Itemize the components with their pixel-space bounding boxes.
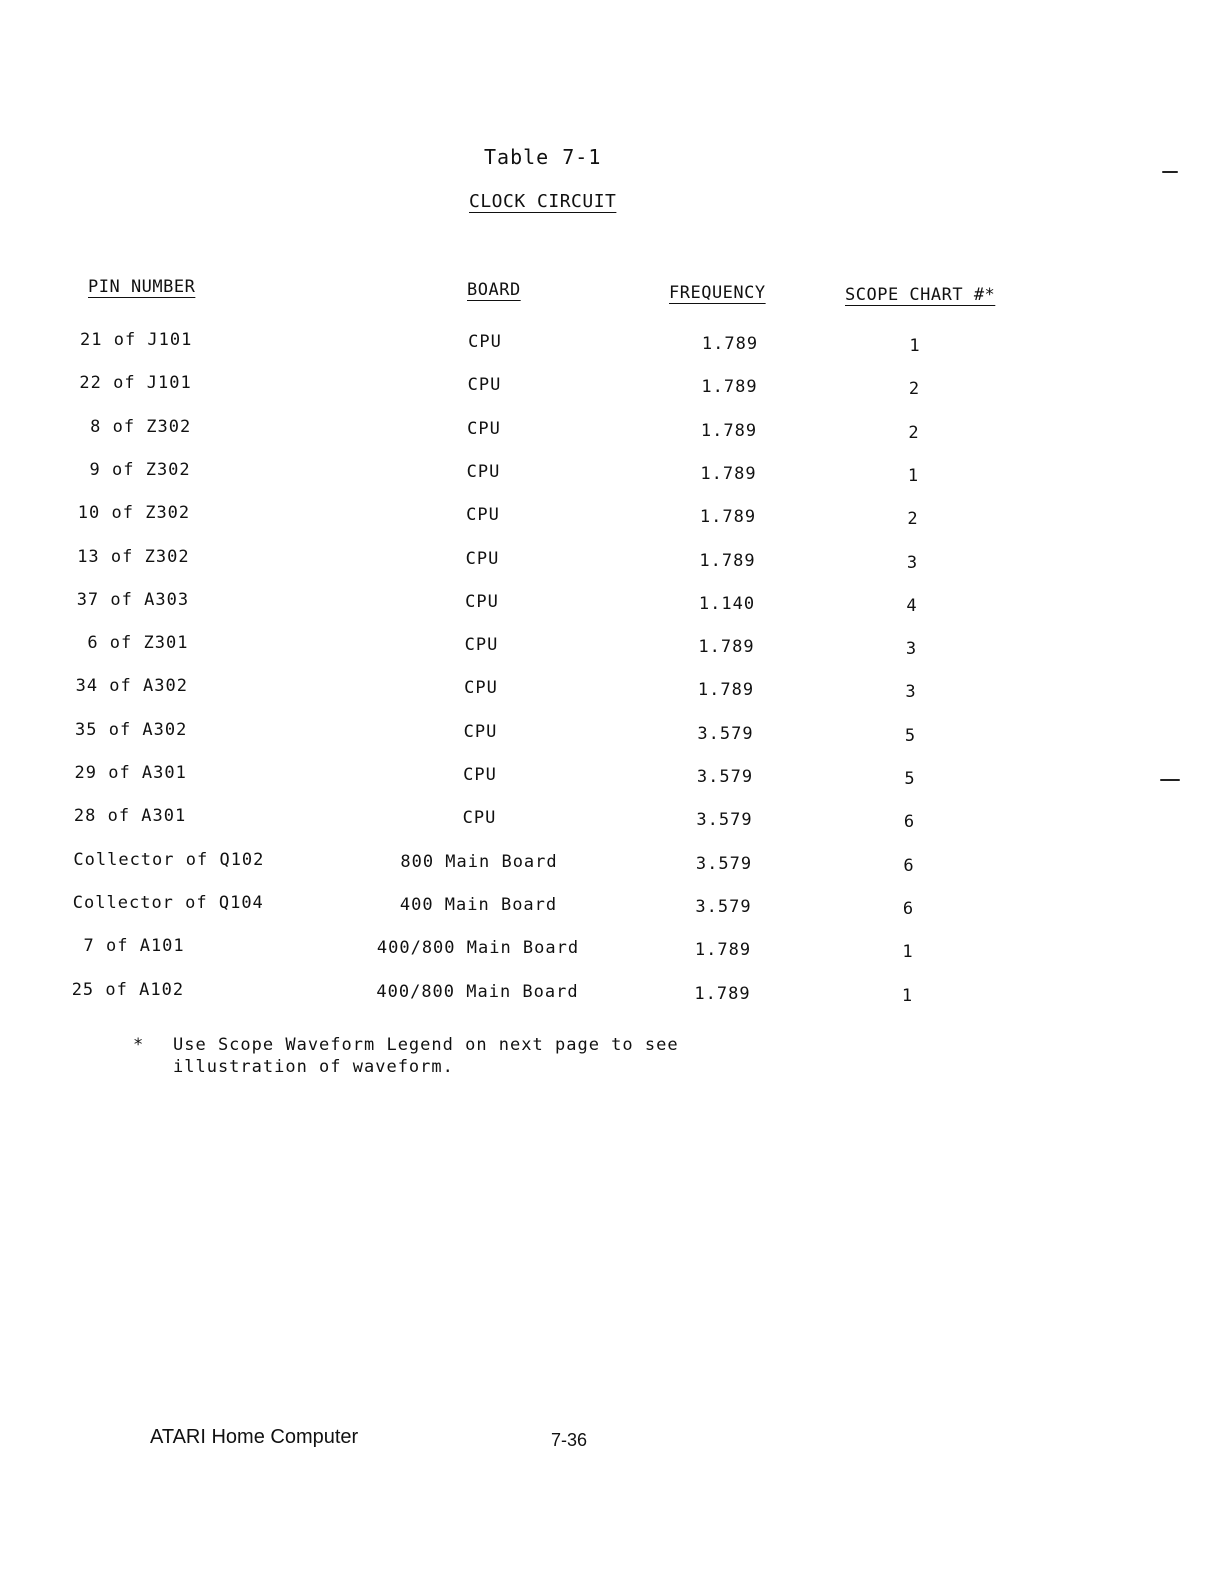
pin-number-cell: 34 of A302: [75, 676, 188, 697]
frequency-cell: 1.789: [699, 550, 756, 571]
scope-chart-cell: 6: [903, 812, 916, 833]
pin-number-cell: 21 of J101: [80, 330, 193, 350]
table-row: [0, 503, 1224, 533]
pin-number-cell: 25 of A102: [71, 979, 185, 1000]
board-cell: CPU: [468, 332, 502, 352]
frequency-cell: 3.579: [696, 810, 753, 831]
table-row: [0, 850, 1224, 880]
frequency-cell: 1.789: [701, 377, 758, 398]
frequency-cell: 1.789: [699, 507, 757, 528]
frequency-cell: 1.789: [698, 637, 755, 658]
scope-chart-cell: 3: [906, 552, 919, 573]
scope-chart-cell: 1: [907, 465, 920, 486]
frequency-cell: 3.579: [696, 767, 754, 787]
table-row: [0, 936, 1224, 966]
scope-chart-cell: 1: [909, 336, 921, 356]
scope-chart-cell: 1: [901, 985, 914, 1006]
pin-number-cell: 37 of A303: [76, 589, 190, 610]
header-board: BOARD: [467, 280, 521, 300]
board-cell: CPU: [466, 505, 500, 526]
pin-number-cell: 8 of Z302: [78, 416, 192, 437]
footer-title: ATARI Home Computer: [150, 1426, 359, 1448]
table-row: [0, 893, 1224, 923]
frequency-cell: 1.789: [700, 463, 757, 484]
header-scope-chart: SCOPE CHART #*: [845, 285, 996, 305]
footnote-text: Use Scope Waveform Legend on next page to see illustration of waveform.: [173, 1035, 679, 1077]
table-row: [0, 547, 1224, 577]
header-pin-number: PIN NUMBER: [88, 277, 196, 297]
board-cell: 400 Main Board: [399, 894, 558, 915]
pin-number-cell: 7 of A101: [72, 936, 185, 957]
table-row: [0, 460, 1224, 490]
board-cell: 400/800 Main Board: [376, 981, 579, 1002]
scope-chart-cell: 6: [903, 855, 915, 876]
page-number: 7-36: [551, 1430, 588, 1450]
frequency-cell: 1.789: [700, 420, 758, 441]
table-row: [0, 330, 1224, 360]
header-frequency: FREQUENCY: [669, 283, 766, 303]
board-cell: CPU: [463, 765, 497, 785]
board-cell: CPU: [462, 808, 497, 829]
table-row: [0, 676, 1224, 706]
scope-chart-cell: 2: [908, 379, 921, 400]
table-row: [0, 806, 1224, 836]
table-row: [0, 633, 1224, 663]
scope-chart-cell: 5: [904, 769, 916, 789]
footnote-marker: *: [133, 1035, 145, 1055]
pin-number-cell: 9 of Z302: [78, 459, 191, 480]
pin-number-cell: 22 of J101: [79, 373, 192, 394]
frequency-cell: 3.579: [697, 723, 754, 744]
pin-number-cell: 29 of A301: [74, 763, 187, 783]
board-cell: CPU: [463, 721, 498, 742]
pin-number-cell: Collector of Q104: [72, 892, 264, 913]
pin-number-cell: 28 of A301: [73, 806, 187, 827]
pin-number-cell: 10 of Z302: [77, 503, 191, 524]
board-cell: CPU: [467, 418, 501, 439]
frequency-cell: 1.789: [694, 983, 751, 1004]
scope-chart-cell: 2: [908, 422, 920, 443]
scope-chart-cell: 3: [905, 682, 917, 703]
board-cell: 400/800 Main Board: [376, 938, 580, 959]
frequency-cell: 1.140: [698, 593, 756, 614]
frequency-cell: 1.789: [694, 940, 752, 961]
board-cell: CPU: [465, 548, 500, 569]
scope-chart-cell: 3: [905, 639, 918, 660]
scope-chart-cell: 1: [902, 942, 914, 963]
board-cell: CPU: [464, 678, 498, 699]
table-row: [0, 373, 1224, 403]
scope-chart-cell: 5: [904, 725, 917, 746]
table-subtitle: CLOCK CIRCUIT: [469, 191, 617, 212]
pin-number-cell: 35 of A302: [75, 719, 188, 740]
table-row: [0, 417, 1224, 447]
margin-mark: [1160, 779, 1180, 781]
table-row: [0, 590, 1224, 620]
board-cell: CPU: [465, 591, 499, 612]
board-cell: CPU: [467, 375, 502, 396]
pin-number-cell: 6 of Z301: [76, 633, 189, 654]
frequency-cell: 3.579: [695, 853, 753, 874]
frequency-cell: 1.789: [697, 680, 755, 701]
table-row: [0, 720, 1224, 750]
scope-chart-cell: 2: [907, 509, 919, 530]
board-cell: CPU: [464, 635, 499, 656]
pin-number-cell: Collector of Q102: [73, 849, 265, 870]
scope-chart-cell: 4: [906, 595, 918, 616]
pin-number-cell: 13 of Z302: [77, 546, 190, 567]
frequency-cell: 1.789: [701, 334, 759, 354]
scope-chart-cell: 6: [902, 898, 915, 919]
frequency-cell: 3.579: [695, 896, 752, 917]
board-cell: 800 Main Board: [400, 851, 558, 872]
table-row: [0, 980, 1224, 1010]
margin-mark: [1162, 171, 1178, 173]
board-cell: CPU: [466, 461, 501, 482]
table-title: Table 7-1: [484, 145, 602, 169]
table-row: [0, 763, 1224, 793]
